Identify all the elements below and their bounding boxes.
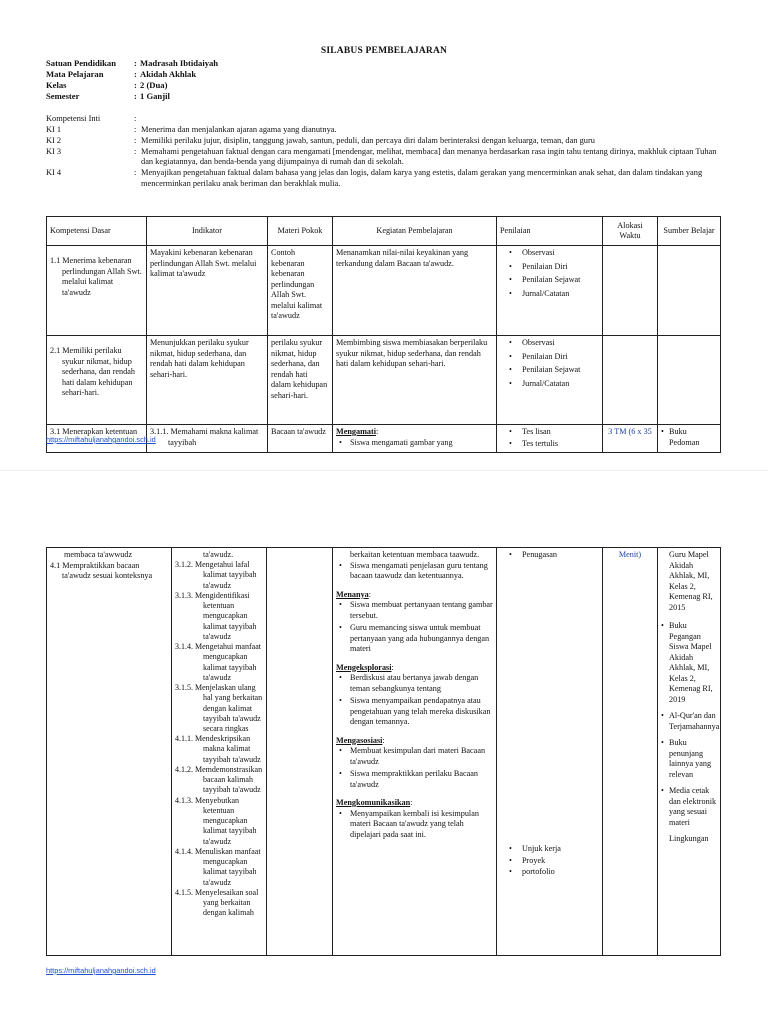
indikator-item: 4.1.4. Menuliskan manfaat mengucapkan kalimat tayyibah ta'awudz — [175, 846, 261, 887]
list-item: • Siswa mempraktikkan perilaku Bacaan ta'awudz — [336, 769, 493, 790]
kd-text: 4.1 Mempraktikkan bacaan ta'awudz sesuai konteksnya — [50, 560, 153, 580]
document-title: SILABUS PEMBELAJARAN — [320, 46, 448, 56]
ki-row: KI 2 : Memiliki perilaku jujur, disiplin, tanggung jawab, santun, peduli, dan percaya diri dalam berinteraksi dengan keluarga, teman, dan guru — [46, 135, 595, 145]
kegiatan-heading: Mengamati — [336, 427, 377, 436]
kegiatan-text: Membimbing siswa membiasakan berperilaku syukur nikmat, hidup sederhana, dan rendah hati dalam kehidupan sehari-hari. — [333, 336, 497, 425]
table-header-row — [47, 217, 721, 246]
alokasi-text: Menit) — [603, 548, 658, 956]
list-item: • Guru memancing siswa untuk membuat pertanyaan yang ada hubungannya dengan materi — [336, 623, 493, 655]
identity-block — [46, 58, 218, 102]
table-row — [47, 336, 721, 425]
indikator-item: 3.1.2. Mengetahui lafal kalimat tayyibah ta'awudz — [175, 560, 257, 590]
indikator-text: Menunjukkan perilaku syukur nikmat, hidup sederhana, dan rendah hati dalam kehidupan sehari-hari. — [147, 336, 268, 425]
sumber-list — [661, 621, 720, 828]
list-item: • Buku penunjang lainnya yang relevan — [661, 738, 717, 780]
indikator-item: 4.1.1. Mendeskripsikan makna kalimat tayyibah ta'awudz — [175, 734, 261, 764]
list-item: • Membuat kesimpulan dari materi Bacaan ta'awudz — [336, 746, 493, 767]
meta-row: Mata Pelajaran : Akidah Akhlak — [46, 69, 197, 79]
header-kompetensi-dasar: Kompetensi Dasar — [47, 217, 147, 246]
ki-heading: Kompetensi Inti — [46, 114, 101, 123]
page-2 — [0, 470, 768, 1024]
list-item: • Penilaian Diri — [500, 352, 599, 363]
kd-text: 2.1 Memiliki perilaku syukur nikmat, hidup sederhana, dan rendah hati dalam kehidupan sehari-hari. — [50, 346, 135, 397]
list-item: • Al-Qur'an dan Terjamahannya — [661, 711, 717, 732]
list-item: • Jurnal/Catatan — [500, 379, 599, 390]
list-item: • Unjuk kerja — [500, 844, 600, 855]
list-item: • Buku Pegangan Siswa Mapel Akidah Akhlak, MI, Kelas 2, Kemenag RI, 2019 — [661, 621, 717, 705]
footer-link[interactable]: https://miftahuljanahgandoi.sch.id — [46, 435, 156, 444]
header-materi-pokok: Materi Pokok — [268, 217, 333, 246]
list-item: • Siswa menyampaikan pendapatnya atau pengetahuan yang telah mereka diskusikan dengan temannya. — [336, 696, 493, 728]
materi-text: Bacaan ta'awudz — [268, 425, 333, 453]
header-penilaian: Penilaian — [497, 217, 603, 246]
list-item: • portofolio — [500, 867, 600, 878]
ki-row: KI 3 : Memahami pengetahuan faktual dengan cara mengamati [mendengar, melihat, membaca] dan menanya berdasarkan rasa ingin tahu tentang dirinya, makhluk ciptaan Tuhan dan kegiatannya, dan benda-benda yang dijumpainya di rumah dan di sekolah. — [46, 146, 717, 167]
kegiatan-heading: Menanya — [336, 589, 369, 599]
kd-text: 1.1 Menerima kebenaran perlindungan Allah Swt. melalui kalimat ta'awudz — [50, 256, 142, 297]
list-item: • Menyampaikan kembali isi kesimpulan materi Bacaan ta'awudz yang telah dipelajari pada saat ini. — [336, 809, 493, 841]
list-item: • Buku Pedoman — [661, 427, 717, 448]
penilaian-list — [500, 248, 599, 299]
table-row — [47, 246, 721, 336]
penilaian-list — [500, 338, 599, 389]
list-item: • Tes tertulis — [500, 439, 599, 450]
header-sumber-belajar: Sumber Belajar — [658, 217, 721, 246]
indikator-item: 3.1.4. Mengetahui manfaat mengucapkan kalimat tayyibah ta'awudz — [175, 642, 261, 682]
table-row: 3.1 Menerapkan ketentuan 3.1.1. Memahami makna kalimat tayyibah Bacaan ta'awudz Mengamati: • Siswa mengamati gambar yang • Tes lisan • Tes tertulis 3 TM (6 x 35 • Buku Pedoman — [47, 425, 721, 453]
kegiatan-heading: Mengkomunikasikan — [336, 798, 411, 807]
ki-row: KI 4 : Menyajikan pengetahuan faktual dalam bahasa yang jelas dan logis, dalam karya yang estetis, dalam gerakan yang mencerminkan anak sehat, dan dalam tindakan yang mencerminkan perilaku anak beriman dan berakhlak mulia. — [46, 168, 703, 188]
footer-link[interactable]: https://miftahuljanahgandoi.sch.id — [46, 966, 156, 975]
syllabus-table-page-2 — [46, 547, 721, 956]
list-item: • Siswa membuat pertanyaan tentang gambar tersebut. — [336, 600, 493, 621]
list-item: • Observasi — [500, 248, 599, 259]
list-item: • Penilaian Sejawat — [500, 275, 599, 286]
alokasi-text: 3 TM (6 x 35 — [603, 425, 658, 453]
syllabus-table-page-1 — [46, 216, 721, 453]
kd-text: 3.1 Menerapkan ketentuan — [50, 427, 138, 436]
list-item: • Penilaian Sejawat — [500, 365, 599, 376]
indikator-text: 3.1.1. Memahami makna kalimat tayyibah — [150, 427, 259, 447]
penilaian-list — [500, 550, 599, 561]
indikator-item: 4.1.3. Menyebutkan ketentuan mengucapkan kalimat tayyibah ta'awudz — [175, 795, 257, 846]
list-item: • Berdiskusi atau bertanya jawab dengan teman sebangkunya tentang — [336, 673, 493, 694]
list-item: • Jurnal/Catatan — [500, 289, 599, 300]
list-item: • Siswa mengamati penjelasan guru tentang bacaan taawudz dan ketentuannya. — [336, 561, 493, 582]
list-item: • Penugasan — [500, 550, 599, 561]
ki-row: KI 1 : Menerima dan menjalankan ajaran agama yang dianutnya. — [46, 125, 337, 134]
indikator-item: 3.1.5. Menjelaskan ulang hal yang berkaitan dengan kalimat tayyibah ta'awudz secara ringkas — [175, 683, 263, 733]
kompetensi-inti: Kompetensi Inti : KI 1 : Menerima dan menjalankan ajaran agama yang dianutnya. KI 2 : Memiliki perilaku jujur, disiplin, tanggung jawab, santun, peduli, dan percaya diri dalam berinteraksi dengan keluarga, teman, dan guru KI 3 : Memahami pengetahuan faktual dengan cara mengamati [mendengar, melihat, membaca] dan menanya berdasarkan rasa ingin tahu tentang dirinya, makhluk ciptaan Tuhan dan kegiatannya, dan benda-benda yang dijumpainya di rumah dan di sekolah. KI 4 : Menyajikan pengetahuan faktual dalam bahasa yang jelas dan logis, dalam karya yang estetis, dalam gerakan yang mencerminkan anak sehat, dan dalam tindakan yang mencerminkan perilaku anak beriman dan berakhlak mulia. — [46, 114, 726, 190]
penilaian-list — [500, 427, 599, 449]
header-alokasi-waktu: Alokasi Waktu — [603, 217, 658, 246]
kegiatan-heading: Mengasosiasi — [336, 735, 383, 745]
indikator-text: Mayakini kebenaran kebenaran perlindungan Allah Swt. melalui kalimat ta'awudz — [147, 246, 268, 336]
list-item: • Penilaian Diri — [500, 262, 599, 273]
materi-text: Contoh kebenaran kebenaran perlindungan Allah Swt. melalui kalimat ta'awudz — [268, 246, 333, 336]
list-item: • Media cetak dan elektronik yang sesuai materi — [661, 786, 717, 828]
list-item: • Tes lisan — [500, 427, 599, 438]
page-1 — [0, 0, 768, 470]
indikator-item: 4.1.2. Memdemonstrasikan bacaan kalimah tayyibah ta'awudz — [175, 764, 263, 795]
materi-text: perilaku syukur nikmat, hidup sederhana, dan rendah hati dalam kehidupan sehari-hari. — [268, 336, 333, 425]
header-indikator: Indikator — [147, 217, 268, 246]
meta-row: Kelas : 2 (Dua) — [46, 80, 168, 90]
penilaian-list — [500, 844, 600, 881]
header-kegiatan: Kegiatan Pembelajaran — [333, 217, 497, 246]
meta-row: Satuan Pendidikan : Madrasah Ibtidaiyah — [46, 58, 219, 68]
list-item: • Proyek — [500, 856, 600, 867]
kegiatan-heading: Mengeksplorasi — [336, 662, 392, 672]
kegiatan-text: Menanamkan nilai-nilai keyakinan yang terkandung dalam Bacaan ta'awudz. — [333, 246, 497, 336]
indikator-item: 3.1.3. Mengidentifikasi ketentuan mengucapkan kalimat tayyibah ta'awudz — [175, 590, 257, 641]
kd-text: membaca ta'awwudz — [64, 550, 133, 559]
list-item: • Observasi — [500, 338, 599, 349]
meta-row: Semester : 1 Ganjil — [46, 91, 170, 101]
list-item: • Siswa mengamati gambar yang — [336, 438, 493, 449]
indikator-item: 4.1.5. Menyelesaikan soal yang berkaitan dengan kalimah — [175, 887, 259, 918]
table-row: membaca ta'awwudz 4.1 Mempraktikkan bacaan ta'awudz sesuai konteksnya ta'awudz. 3.1.2. Mengetahui lafal kalimat tayyibah ta'awudz 3.1.3. Mengidentifikasi ketentuan mengucapkan kalimat tayyibah ta'awudz 3.1.4. Mengetahui manfaat mengucapkan kalimat tayyibah ta'awudz 3.1.5. Menjelaskan ulang hal yang berkaitan dengan kalimat tayyibah ta'awudz secara ringkas 4.1.1. Mendeskripsikan makna kalimat tayyibah ta'awudz 4.1.2. Memdemonstrasikan bacaan kalimah tayyibah ta'awudz 4.1.3. Menyebutkan ketentuan mengucapkan kalimat tayyibah ta'awudz 4.1.4. Menuliskan manfaat mengucapkan kalimat tayyibah ta'awudz 4.1.5. Menyelesaikan soal yang berkaitan dengan kalimah berkaitan ketentuan membaca taawudz. • Siswa mengamati penjelasan guru tentang bacaan taawudz dan ketentuannya. Menanya: • Siswa membuat pertanyaan tentang gambar tersebut. • Guru memancing siswa untuk membuat pertanyaan yang ada hubungannya dengan materi Mengeksplorasi: • Berdiskusi atau bertanya jawab dengan teman sebangkunya tentang • Siswa menyampaikan pendapatnya atau pengetahuan yang telah mereka diskusikan dengan temannya. Mengasosiasi: • Membuat kesimpulan dari materi Bacaan ta'awudz • Siswa mempraktikkan perilaku Bacaan ta'awudz Mengkomunikasikan: • Menyampaikan kembali isi kesimpulan materi Bacaan ta'awudz yang telah dipelajari pada saat ini. • Penugasan • Unjuk kerja • Proyek • portofolio Menit) Guru Mapel Akidah Akhlak, MI, Kelas 2, Kemenag RI, 2015 • Buku Pegangan Siswa Mapel Akidah Akhlak, MI, Kelas 2, Kemenag RI, 2019 • Al-Qur'an dan Terjamahannya • Buku penunjang lainnya yang relevan • Media cetak dan elektronik yang sesuai materi Lingkungan — [47, 548, 721, 956]
